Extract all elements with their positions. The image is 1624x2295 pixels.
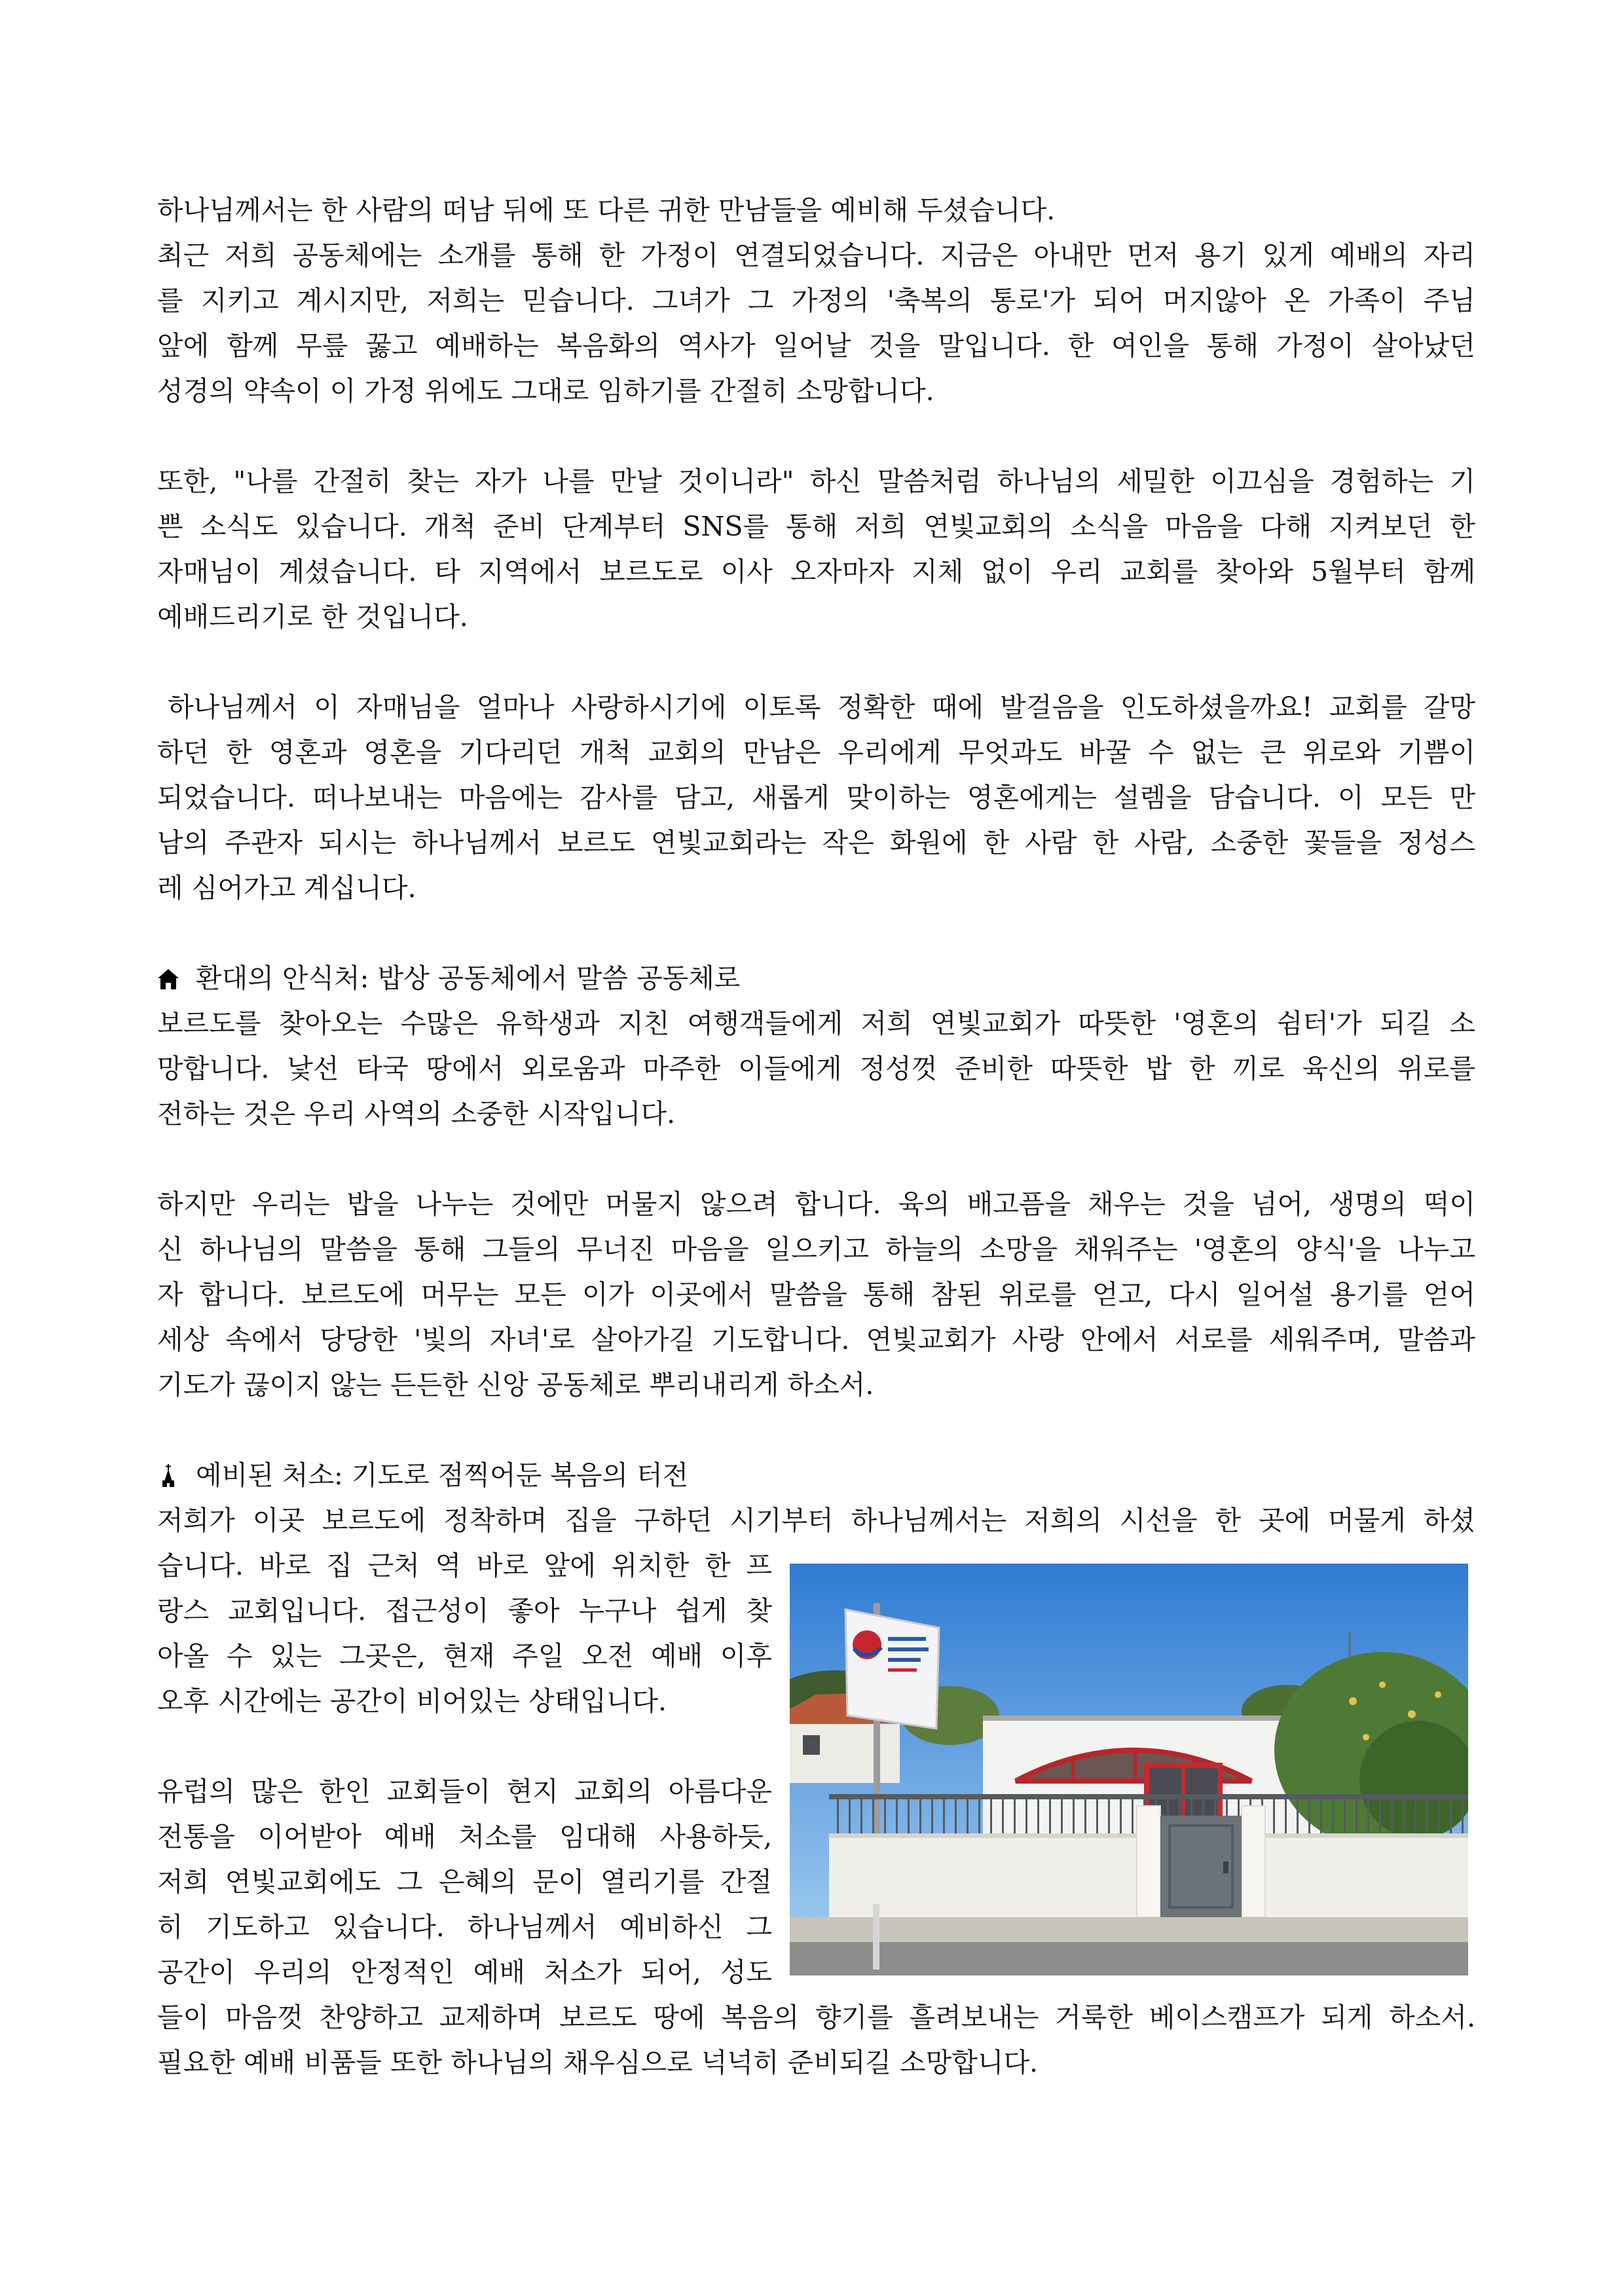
sign-lettering	[888, 1637, 926, 1641]
sign-lettering	[888, 1658, 921, 1662]
text-line: 최근 저희 공동체에는 소개를 통해 한 가정이 연결되었습니다. 지금은 아내만 먼저 용기 있게 예배의 자리	[157, 240, 1475, 271]
text-line: 자매님이 계셨습니다. 타 지역에서 보르도로 이사 오자마자 지체 없이 우리 교회를 찾아와 5월부터 함께	[157, 556, 1475, 587]
building-roof-edge	[983, 1716, 1320, 1721]
text-line: 쁜 소식도 있습니다. 개척 준비 단계부터 SNS를 통해 저희 연빛교회의 소식을 마음을 다해 지켜보던 한	[157, 511, 1475, 542]
street-post	[873, 1904, 879, 1970]
text-line: 레 심어가고 계십니다.	[157, 872, 416, 904]
text-line: 히 기도하고 있습니다. 하나님께서 예비하신 그	[157, 1911, 772, 1943]
text-line: 기도가 끊이지 않는 든든한 신앙 공동체로 뿌리내리게 하소서.	[157, 1369, 874, 1401]
flower	[1379, 1681, 1386, 1688]
text-line: 저희 연빛교회에도 그 은혜의 문이 열리기를 간절	[157, 1866, 772, 1898]
text-line: 하지만 우리는 밥을 나누는 것에만 머물지 않으려 합니다. 육의 배고픔을 채우는 것을 넘어, 생명의 떡이	[157, 1188, 1475, 1220]
text-line: 를 지키고 계시지만, 저희는 믿습니다. 그녀가 그 가정의 '축복의 통로'가 되어 머지않아 온 가족이 주님	[157, 285, 1475, 316]
text-line: 되었습니다. 떠나보내는 마음에는 감사를 담고, 새롭게 맞이하는 영혼에게는 설렘을 담습니다. 이 모든 만	[157, 782, 1475, 813]
gate	[1160, 1816, 1242, 1917]
text-line: 하나님께서 이 자매님을 얼마나 사랑하시기에 이토록 정확한 때에 발걸음을 인도하셨을까요! 교회를 갈망	[168, 691, 1475, 723]
paragraph-spacer	[157, 1137, 1475, 1182]
flower	[1408, 1710, 1416, 1718]
flower	[1435, 1691, 1441, 1698]
paragraph-opening-4	[157, 685, 1475, 911]
church-icon	[157, 1464, 179, 1488]
text-line: 들이 마음껏 찬양하고 교제하며 보르도 땅에 복음의 향기를 흘려보내는 거룩한 베이스캠프가 되게 하소서.	[157, 2002, 1475, 2033]
text-line: 필요한 예배 비품들 또한 하나님의 채우심으로 넉넉히 준비되길 소망합니다.	[157, 2047, 1039, 2078]
section-heading-hospitality	[157, 956, 1475, 1001]
paragraph-hospitality-2	[157, 1182, 1475, 1408]
sidewalk	[790, 1917, 1468, 1943]
section-heading-text: 환대의 안식처: 밥상 공동체에서 말씀 공동체로	[196, 963, 741, 994]
window-mullion	[1071, 1757, 1075, 1780]
text-line: 오후 시간에는 공간이 비어있는 상태입니다.	[157, 1685, 667, 1717]
gate-pillar-left	[1137, 1806, 1160, 1917]
text-line: 전하는 것은 우리 사역의 소중한 시작입니다.	[157, 1098, 676, 1129]
text-line: 습니다. 바로 집 근처 역 바로 앞에 위치한 한 프	[157, 1550, 772, 1581]
text-line: 성경의 약속이 이 가정 위에도 그대로 임하기를 간절히 소망합니다.	[157, 375, 934, 407]
text-line: 전통을 이어받아 예배 처소를 임대해 사용하듯,	[157, 1821, 772, 1852]
railing-top	[829, 1794, 1468, 1799]
paragraph-opening-3	[157, 459, 1475, 640]
paragraph-hospitality-1	[157, 1001, 1475, 1137]
gate-pillar-right	[1242, 1806, 1265, 1917]
home-icon	[157, 967, 179, 991]
paragraph-opening-2	[157, 233, 1475, 414]
text-line: 유럽의 많은 한인 교회들이 현지 교회의 아름다운	[157, 1776, 772, 1807]
house-window	[803, 1735, 820, 1755]
text-line: 망합니다. 낯선 타국 땅에서 외로움과 마주한 이들에게 정성껏 준비한 따뜻한 밥 한 끼로 육신의 위로를	[157, 1053, 1475, 1084]
paragraph-spacer	[157, 640, 1475, 685]
window-mullion	[1134, 1750, 1137, 1780]
text-line: 하던 한 영혼과 영혼을 기다리던 개척 교회의 만남은 우리에게 무엇과도 바꿀 수 없는 큰 위로와 기쁨이	[157, 737, 1475, 768]
text-line: 남의 주관자 되시는 하나님께서 보르도 연빛교회라는 작은 화원에 한 사람 한 사람, 소중한 꽃들을 정성스	[157, 827, 1475, 858]
church-photo	[790, 1564, 1468, 1975]
sign-lettering	[888, 1647, 929, 1651]
text-line: 보르도를 찾아오는 수많은 유학생과 지친 여행객들에게 저희 연빛교회가 따뜻한 '영혼의 쉼터'가 되길 소	[157, 1008, 1475, 1039]
text-line: 또한, "나를 간절히 찾는 자가 나를 만날 것이니라" 하신 말씀처럼 하나님의 세밀한 이끄심을 경험하는 기	[157, 466, 1475, 497]
text-line: 앞에 함께 무릎 꿇고 예배하는 복음화의 역사가 일어날 것을 말입니다. 한 여인을 통해 가정이 살아났던	[157, 330, 1475, 361]
text-line: 하나님께서는 한 사람의 떠남 뒤에 또 다른 귀한 만남들을 예비해 두셨습니다.	[157, 194, 1056, 226]
paragraph-opening-1	[157, 188, 1475, 233]
section-heading-prepared-place	[157, 1453, 1475, 1498]
paragraph-spacer	[157, 414, 1475, 459]
text-line: 세상 속에서 당당한 '빛의 자녀'로 살아가길 기도합니다. 연빛교회가 사랑 안에서 서로를 세워주며, 말씀과	[157, 1324, 1475, 1355]
road	[790, 1942, 1468, 1975]
text-line: 아올 수 있는 그곳은, 현재 주일 오전 예배 이후	[157, 1640, 772, 1672]
text-line: 예배드리기로 한 것입니다.	[157, 601, 468, 633]
gate-handle	[1223, 1862, 1228, 1873]
paragraph-spacer	[157, 911, 1475, 956]
flower	[1363, 1734, 1369, 1740]
text-line: 자 합니다. 보르도에 머무는 모든 이가 이곳에서 말씀을 통해 참된 위로를 얻고, 다시 일어설 용기를 얻어	[157, 1279, 1475, 1310]
flower	[1349, 1697, 1357, 1705]
text-line: 랑스 교회입니다. 접근성이 좋아 누구나 쉽게 찾	[157, 1595, 772, 1626]
sign-lettering	[888, 1668, 917, 1672]
text-line: 공간이 우리의 안정적인 예배 처소가 되어, 성도	[157, 1956, 772, 1988]
section-heading-text: 예비된 처소: 기도로 점찍어둔 복음의 터전	[196, 1460, 689, 1491]
text-line: 신 하나님의 말씀을 통해 그들의 무너진 마음을 일으키고 하늘의 소망을 채워주는 '영혼의 양식'을 나누고	[157, 1234, 1475, 1265]
paragraph-spacer	[157, 1408, 1475, 1453]
text-line: 저희가 이곳 보르도에 정착하며 집을 구하던 시기부터 하나님께서는 저희의 시선을 한 곳에 머물게 하셨	[157, 1505, 1475, 1536]
